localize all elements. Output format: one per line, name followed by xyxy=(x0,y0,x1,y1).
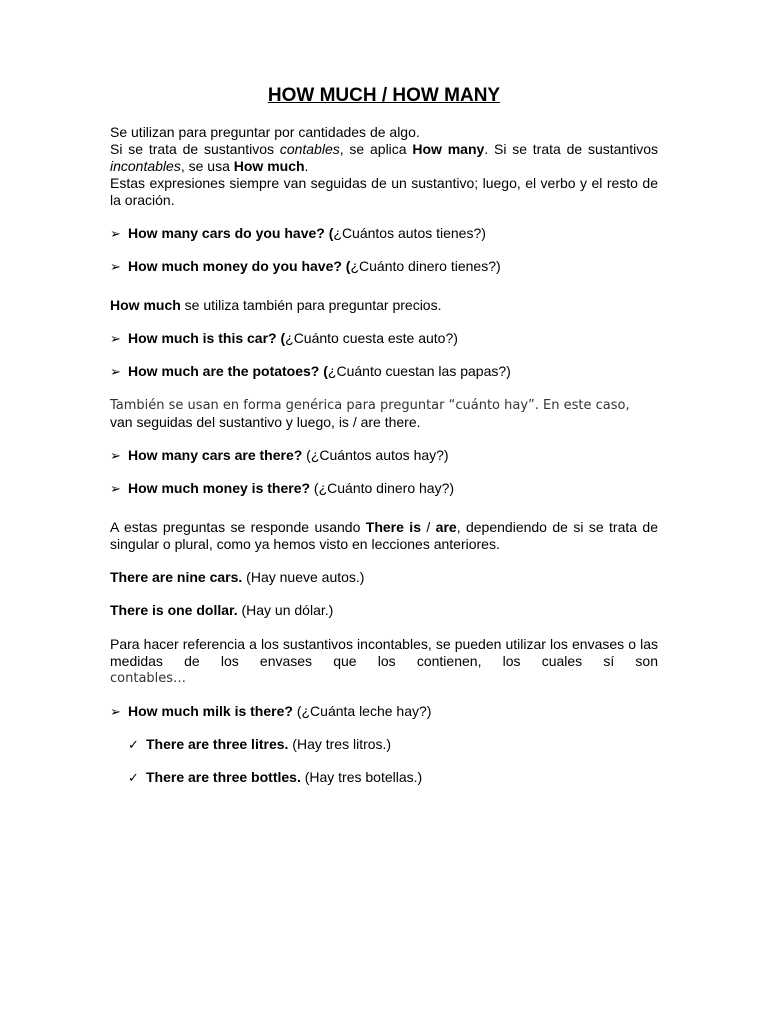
text-run: . Si se trata de sustantivos xyxy=(484,141,658,157)
text-run: (¿Cuánta leche hay?) xyxy=(292,703,432,719)
text-run: se utiliza también para preguntar precios. xyxy=(180,297,442,313)
arrowhead-bullet-icon: ➢ xyxy=(110,448,121,463)
arrowhead-bullet-icon: ➢ xyxy=(110,259,121,274)
example-text xyxy=(128,447,449,464)
check-three-bottles xyxy=(110,769,658,786)
text-run-bold: There is xyxy=(365,519,421,535)
text-run: , se aplica xyxy=(339,141,413,157)
containers-text: Para hacer referencia a los sustantivos incontables, se pueden utilizar los envases o las medidas de los envases que los contienen, los cuales sí son xyxy=(110,636,658,669)
answer-one-dollar xyxy=(110,602,658,619)
text-run-bold: How much money is there? xyxy=(128,480,311,496)
text-run-bold: How much xyxy=(233,158,305,174)
text-run-bold: How much xyxy=(110,297,181,313)
example-potatoes xyxy=(110,363,658,380)
generic-line: van seguidas del sustantivo y luego, is / are there. xyxy=(110,414,421,430)
generic-line: También se usan en forma genérica para preguntar “cuánto hay”. En este caso, xyxy=(110,398,630,413)
text-run-bold: How many cars do you have? ( xyxy=(128,225,334,241)
text-run-bold: There are nine cars. xyxy=(110,569,243,585)
text-run: Si se trata de sustantivos xyxy=(110,141,280,157)
checkmark-icon: ✓ xyxy=(128,737,139,752)
text-run: (¿Cuánto dinero hay?) xyxy=(310,480,455,496)
text-run-bold: How much milk is there? xyxy=(128,703,293,719)
text-run-bold: How much are the potatoes? ( xyxy=(128,363,328,379)
arrowhead-bullet-icon: ➢ xyxy=(110,481,121,496)
containers-paragraph xyxy=(110,636,658,687)
arrowhead-bullet-icon: ➢ xyxy=(110,704,121,719)
generic-paragraph xyxy=(110,397,658,431)
text-run: (Hay un dólar.) xyxy=(237,602,334,618)
text-run-italic: contables xyxy=(279,141,340,157)
text-run: ¿Cuánto dinero tienes?) xyxy=(350,258,501,274)
arrowhead-bullet-icon: ➢ xyxy=(110,226,121,241)
answer-paragraph xyxy=(110,519,658,553)
text-run: , dependiendo de si se trata de singular o plural, como ya hemos visto en lecciones anteriores. xyxy=(110,519,658,552)
example-text xyxy=(128,703,431,720)
arrowhead-bullet-icon: ➢ xyxy=(110,331,121,346)
example-text xyxy=(128,225,486,242)
example-milk xyxy=(110,703,658,720)
text-run: (¿Cuántos autos hay?) xyxy=(302,447,449,463)
example-text xyxy=(128,258,501,275)
example-this-car xyxy=(110,330,658,347)
text-run-bold: There is one dollar. xyxy=(110,602,238,618)
page-title: HOW MUCH / HOW MANY xyxy=(267,85,501,106)
answer-nine-cars xyxy=(110,569,658,586)
intro-line: Se utilizan para preguntar por cantidades de algo. xyxy=(110,124,420,140)
text-run: . xyxy=(304,158,309,174)
text-run-bold: How many cars are there? xyxy=(128,447,303,463)
example-text xyxy=(128,330,458,347)
example-how-much-money xyxy=(110,258,658,275)
text-run-italic: incontables xyxy=(110,158,181,174)
text-run: (Hay nueve autos.) xyxy=(242,569,365,585)
check-three-litres xyxy=(110,736,658,753)
text-run: ¿Cuánto cuesta este auto?) xyxy=(285,330,458,346)
text-run: / xyxy=(420,519,436,535)
example-how-many-cars xyxy=(110,225,658,242)
text-run: A estas preguntas se responde usando xyxy=(110,519,366,535)
text-run-bold: How much money do you have? ( xyxy=(128,258,351,274)
example-money-there xyxy=(110,480,658,497)
prices-paragraph xyxy=(110,297,658,314)
check-text xyxy=(146,736,391,753)
example-cars-there xyxy=(110,447,658,464)
check-text xyxy=(146,769,422,786)
intro-structure: Estas expresiones siempre van seguidas de un sustantivo; luego, el verbo y el resto de la oración. xyxy=(110,175,658,208)
arrowhead-bullet-icon: ➢ xyxy=(110,364,121,379)
containers-tail: contables… xyxy=(110,671,187,686)
text-run: , se usa xyxy=(180,158,234,174)
intro-paragraph xyxy=(110,124,658,209)
text-run-bold: How much is this car? ( xyxy=(128,330,286,346)
text-run-bold: How many xyxy=(412,141,485,157)
text-run: ¿Cuántos autos tienes?) xyxy=(333,225,486,241)
text-run: (Hay tres litros.) xyxy=(288,736,392,752)
text-run-bold: There are three litres. xyxy=(146,736,289,752)
example-text xyxy=(128,480,454,497)
text-run: ¿Cuánto cuestan las papas?) xyxy=(327,363,511,379)
checkmark-icon: ✓ xyxy=(128,770,139,785)
example-text xyxy=(128,363,511,380)
text-run-bold: are xyxy=(435,519,457,535)
text-run: (Hay tres botellas.) xyxy=(300,769,423,785)
text-run-bold: There are three bottles. xyxy=(146,769,301,785)
intro-definition xyxy=(110,141,658,175)
